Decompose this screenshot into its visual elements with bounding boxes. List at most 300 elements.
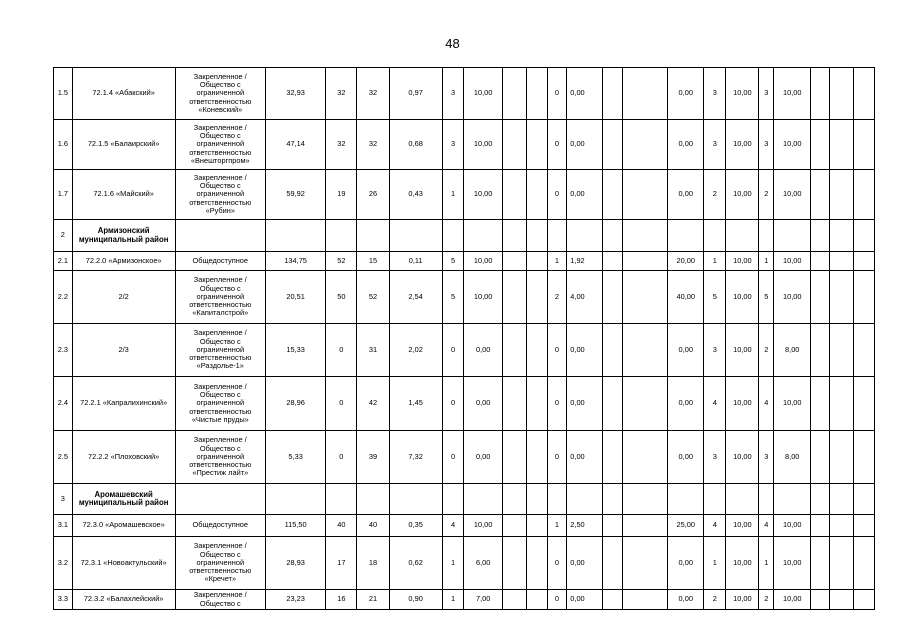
table-cell: 10,00	[464, 515, 502, 537]
table-cell	[811, 252, 830, 271]
table-cell: 4	[704, 515, 726, 537]
table-cell: 72.3.2 «Балахлейский»	[72, 590, 175, 610]
table-cell: 1	[704, 537, 726, 590]
table-cell: 0	[547, 537, 567, 590]
table-cell: 0	[442, 377, 464, 431]
table-cell: 3	[704, 324, 726, 377]
table-cell	[854, 68, 875, 120]
table-cell	[526, 590, 547, 610]
table-cell	[830, 68, 854, 120]
table-cell: 2	[704, 170, 726, 220]
table-cell: 10,00	[774, 515, 811, 537]
table-cell: 2	[759, 324, 774, 377]
section-row	[54, 484, 875, 515]
table-cell: 0	[547, 377, 567, 431]
table-row	[54, 252, 875, 271]
table-cell: 2/2	[72, 271, 175, 324]
table-cell: 0,00	[668, 590, 704, 610]
table-cell: 10,00	[464, 170, 502, 220]
table-cell: 4	[759, 515, 774, 537]
table-row	[54, 120, 875, 170]
table-cell: 0	[547, 120, 567, 170]
table-cell: 19	[326, 170, 357, 220]
table-cell: 4,00	[567, 271, 602, 324]
table-cell: 72.2.0 «Армизонское»	[72, 252, 175, 271]
table-cell	[502, 590, 526, 610]
table-cell	[726, 220, 759, 252]
table-cell: 2,02	[389, 324, 442, 377]
table-cell: 1	[442, 590, 464, 610]
table-cell	[854, 170, 875, 220]
table-cell	[502, 170, 526, 220]
table-cell: 3.3	[54, 590, 73, 610]
table-cell: 17	[326, 537, 357, 590]
table-cell: 1.5	[54, 68, 73, 120]
table-cell	[811, 484, 830, 515]
table-cell: 72.2.1 «Капралихинский»	[72, 377, 175, 431]
table-cell: 3	[442, 68, 464, 120]
table-cell: 0,62	[389, 537, 442, 590]
table-cell: 5	[442, 252, 464, 271]
table-cell: 32	[357, 120, 389, 170]
table-cell: 40,00	[668, 271, 704, 324]
table-cell	[623, 271, 668, 324]
page-number: 48	[445, 36, 460, 51]
table-cell: 5	[704, 271, 726, 324]
table-cell	[567, 484, 602, 515]
table-cell: 0,11	[389, 252, 442, 271]
table-cell: 1,92	[567, 252, 602, 271]
table-cell	[602, 537, 623, 590]
table-cell: 0	[442, 324, 464, 377]
table-cell	[502, 537, 526, 590]
table-cell	[602, 68, 623, 120]
table-cell	[526, 120, 547, 170]
table-row	[54, 170, 875, 220]
table-cell: 1	[547, 515, 567, 537]
table-cell	[175, 484, 265, 515]
table-cell	[602, 252, 623, 271]
table-cell: 0,00	[668, 324, 704, 377]
table-cell	[623, 120, 668, 170]
table-cell	[567, 220, 602, 252]
table-cell: 0	[547, 324, 567, 377]
table-cell: 0,43	[389, 170, 442, 220]
table-cell: 10,00	[774, 170, 811, 220]
table-cell: 8,00	[774, 324, 811, 377]
table-cell: 40	[326, 515, 357, 537]
table-cell	[759, 220, 774, 252]
table-cell: 2	[759, 170, 774, 220]
table-cell: 3	[704, 120, 726, 170]
table-cell	[811, 537, 830, 590]
table-cell: 0,00	[464, 377, 502, 431]
table-cell: 2	[759, 590, 774, 610]
table-cell	[602, 324, 623, 377]
table-cell: 0,00	[668, 170, 704, 220]
table-cell	[442, 220, 464, 252]
table-cell	[811, 431, 830, 484]
table-cell: 0,90	[389, 590, 442, 610]
table-cell: 0	[326, 324, 357, 377]
table-cell	[830, 431, 854, 484]
table-cell: 21	[357, 590, 389, 610]
table-cell: 72.1.4 «Абакский»	[72, 68, 175, 120]
table-cell: 42	[357, 377, 389, 431]
table-cell	[602, 220, 623, 252]
data-table	[53, 67, 875, 610]
table-cell	[526, 377, 547, 431]
table-cell	[811, 515, 830, 537]
table-cell	[830, 377, 854, 431]
table-cell: 5	[442, 271, 464, 324]
table-cell: 10,00	[774, 68, 811, 120]
table-cell	[526, 68, 547, 120]
table-cell: 1	[704, 252, 726, 271]
table-cell: 3	[759, 120, 774, 170]
table-cell: 10,00	[726, 252, 759, 271]
table-cell	[811, 271, 830, 324]
table-cell: 2.3	[54, 324, 73, 377]
table-cell: 3.1	[54, 515, 73, 537]
table-cell: 72.3.1 «Новоактульский»	[72, 537, 175, 590]
table-cell: 10,00	[774, 120, 811, 170]
table-cell	[526, 537, 547, 590]
table-cell	[623, 431, 668, 484]
table-cell	[526, 170, 547, 220]
table-cell: Закрепленное / Общество с ограниченной ответственностью «Коневский»	[175, 68, 265, 120]
table-cell: Закрепленное / Общество с ограниченной ответственностью «Капиталстрой»	[175, 271, 265, 324]
table-cell: 2	[704, 590, 726, 610]
table-cell: 15,33	[265, 324, 325, 377]
table-cell: 3.2	[54, 537, 73, 590]
table-cell	[830, 590, 854, 610]
table-cell: 28,93	[265, 537, 325, 590]
table-cell: 10,00	[464, 271, 502, 324]
table-cell	[830, 515, 854, 537]
table-cell: 8,00	[774, 431, 811, 484]
table-cell: 1	[547, 252, 567, 271]
table-cell	[854, 220, 875, 252]
table-cell	[854, 324, 875, 377]
table-cell: 0,97	[389, 68, 442, 120]
table-cell: 10,00	[726, 377, 759, 431]
table-cell: 0,00	[668, 120, 704, 170]
table-cell	[623, 252, 668, 271]
table-cell	[502, 271, 526, 324]
table-cell: Закрепленное / Общество с ограниченной ответственностью «Престиж лайт»	[175, 431, 265, 484]
table-cell	[602, 377, 623, 431]
table-cell	[854, 537, 875, 590]
table-cell: 0	[547, 68, 567, 120]
table-cell: 3	[704, 431, 726, 484]
table-cell	[726, 484, 759, 515]
table-cell	[502, 120, 526, 170]
table-cell: Закрепленное / Общество с ограниченной ответственностью «Рубин»	[175, 170, 265, 220]
table-row	[54, 537, 875, 590]
table-cell: Общедоступное	[175, 515, 265, 537]
table-cell: 1	[759, 537, 774, 590]
table-cell	[854, 120, 875, 170]
table-cell: 0,00	[668, 431, 704, 484]
table-cell: 0,00	[464, 324, 502, 377]
table-cell: 2.2	[54, 271, 73, 324]
table-cell	[602, 170, 623, 220]
table-cell: 15	[357, 252, 389, 271]
table-cell: 3	[54, 484, 73, 515]
table-cell: 0,00	[567, 68, 602, 120]
table-cell	[623, 515, 668, 537]
table-cell	[602, 431, 623, 484]
table-cell: 5,33	[265, 431, 325, 484]
table-cell	[502, 68, 526, 120]
table-cell: 3	[704, 68, 726, 120]
table-cell	[389, 484, 442, 515]
table-cell	[602, 590, 623, 610]
table-cell	[811, 170, 830, 220]
table-cell	[623, 324, 668, 377]
table-cell: 1.6	[54, 120, 73, 170]
table-cell	[830, 484, 854, 515]
table-cell	[326, 484, 357, 515]
table-cell: 0,00	[464, 431, 502, 484]
table-cell	[602, 120, 623, 170]
table-cell: 10,00	[726, 324, 759, 377]
table-cell: 0,00	[567, 431, 602, 484]
table-cell: 3	[759, 431, 774, 484]
table-cell: 0,35	[389, 515, 442, 537]
table-cell	[811, 120, 830, 170]
table-cell: 10,00	[774, 590, 811, 610]
table-cell	[830, 120, 854, 170]
table-cell: 59,92	[265, 170, 325, 220]
table-cell: 0,00	[567, 324, 602, 377]
table-cell: 20,51	[265, 271, 325, 324]
table-cell: 10,00	[464, 68, 502, 120]
table-cell: Закрепленное / Общество с ограниченной ответственностью «Чистые пруды»	[175, 377, 265, 431]
table-cell	[759, 484, 774, 515]
table-row	[54, 515, 875, 537]
table-cell: 26	[357, 170, 389, 220]
table-cell	[854, 431, 875, 484]
table-cell: 0,00	[668, 68, 704, 120]
table-cell: 0,00	[567, 170, 602, 220]
table-cell	[811, 68, 830, 120]
table-cell: Закрепленное / Общество с ограниченной ответственностью «Раздолье-1»	[175, 324, 265, 377]
table-cell: 72.3.0 «Аромашевское»	[72, 515, 175, 537]
table-cell	[547, 484, 567, 515]
table-cell	[668, 220, 704, 252]
table-cell	[774, 220, 811, 252]
table-cell: 0,00	[567, 120, 602, 170]
table-cell: 25,00	[668, 515, 704, 537]
table-cell: 72.1.6 «Майский»	[72, 170, 175, 220]
table-cell	[811, 324, 830, 377]
table-cell	[704, 220, 726, 252]
table-row	[54, 590, 875, 610]
table-cell	[265, 484, 325, 515]
table-cell: 2.1	[54, 252, 73, 271]
table-cell	[623, 377, 668, 431]
table-cell	[602, 271, 623, 324]
table-cell: 0,00	[567, 377, 602, 431]
table-cell: Армизонский муниципальный район	[72, 220, 175, 252]
table-row	[54, 431, 875, 484]
table-cell	[854, 515, 875, 537]
table-cell	[623, 170, 668, 220]
table-cell	[704, 484, 726, 515]
table-cell: 2.4	[54, 377, 73, 431]
table-cell	[502, 484, 526, 515]
table-cell: 115,50	[265, 515, 325, 537]
table-cell: 4	[704, 377, 726, 431]
table-cell: 16	[326, 590, 357, 610]
table-cell	[502, 377, 526, 431]
table-cell	[854, 252, 875, 271]
table-cell: 18	[357, 537, 389, 590]
table-cell: 0	[442, 431, 464, 484]
table-cell	[830, 252, 854, 271]
table-cell: 0,00	[567, 537, 602, 590]
table-cell	[526, 220, 547, 252]
table-cell	[357, 220, 389, 252]
table-cell: 0,68	[389, 120, 442, 170]
table-cell	[502, 220, 526, 252]
table-cell	[502, 515, 526, 537]
table-row	[54, 324, 875, 377]
table-cell: 1.7	[54, 170, 73, 220]
table-cell: 0	[326, 431, 357, 484]
table-cell	[526, 271, 547, 324]
table-cell: 72.1.5 «Балаирский»	[72, 120, 175, 170]
table-cell: 134,75	[265, 252, 325, 271]
table-row	[54, 377, 875, 431]
table-cell: 10,00	[726, 431, 759, 484]
table-cell	[830, 271, 854, 324]
table-cell: 32	[326, 120, 357, 170]
table-cell: Закрепленное / Общество с ограниченной ответственностью «Кречет»	[175, 537, 265, 590]
table-cell: 32	[326, 68, 357, 120]
table-cell: 0,00	[668, 377, 704, 431]
table-cell	[623, 537, 668, 590]
table-cell	[830, 537, 854, 590]
table-cell: 10,00	[726, 68, 759, 120]
table-cell	[854, 590, 875, 610]
table-cell: 10,00	[774, 537, 811, 590]
table-cell: 10,00	[726, 271, 759, 324]
table-cell	[326, 220, 357, 252]
table-cell	[623, 68, 668, 120]
table-cell: 1	[759, 252, 774, 271]
table-cell: 32,93	[265, 68, 325, 120]
table-cell: 2,50	[567, 515, 602, 537]
table-cell: 2.5	[54, 431, 73, 484]
table-cell: 10,00	[774, 377, 811, 431]
table-cell: 0,00	[668, 537, 704, 590]
table-cell: Закрепленное / Общество с	[175, 590, 265, 610]
table-cell: 0	[547, 170, 567, 220]
table-cell	[830, 220, 854, 252]
table-cell: 10,00	[774, 271, 811, 324]
table-cell	[502, 252, 526, 271]
table-cell	[526, 252, 547, 271]
table-cell: 10,00	[464, 120, 502, 170]
section-row	[54, 220, 875, 252]
table-cell: 3	[442, 120, 464, 170]
table-cell: 2	[54, 220, 73, 252]
table-cell: Закрепленное / Общество с ограниченной ответственностью «Внешторгпром»	[175, 120, 265, 170]
table-cell: 5	[759, 271, 774, 324]
table-cell: 10,00	[726, 515, 759, 537]
table-cell: 0	[326, 377, 357, 431]
table-cell: 39	[357, 431, 389, 484]
table-cell	[854, 484, 875, 515]
table-cell: 20,00	[668, 252, 704, 271]
table-cell	[811, 377, 830, 431]
table-cell: 72.2.2 «Плоховский»	[72, 431, 175, 484]
table-cell: 52	[357, 271, 389, 324]
table-cell: 7,32	[389, 431, 442, 484]
table-cell	[526, 484, 547, 515]
table-cell	[464, 484, 502, 515]
table-cell	[265, 220, 325, 252]
table-cell: 6,00	[464, 537, 502, 590]
table-cell: 10,00	[464, 252, 502, 271]
table-cell	[623, 484, 668, 515]
table-cell: 31	[357, 324, 389, 377]
table-cell: 2,54	[389, 271, 442, 324]
table-cell: 32	[357, 68, 389, 120]
table-cell: 4	[442, 515, 464, 537]
table-cell: 2	[547, 271, 567, 324]
table-cell	[602, 515, 623, 537]
table-cell	[526, 324, 547, 377]
table-cell	[830, 324, 854, 377]
table-cell: 3	[759, 68, 774, 120]
table-cell: 10,00	[774, 252, 811, 271]
table-row	[54, 271, 875, 324]
table-cell: 10,00	[726, 120, 759, 170]
table-cell	[854, 377, 875, 431]
table-cell: 2/3	[72, 324, 175, 377]
table-cell	[623, 590, 668, 610]
table-cell	[502, 431, 526, 484]
table-cell: Аромашевский муниципальный район	[72, 484, 175, 515]
table-row	[54, 68, 875, 120]
table-cell: 28,96	[265, 377, 325, 431]
table-cell: 10,00	[726, 537, 759, 590]
table-cell: 1	[442, 170, 464, 220]
table-cell	[526, 515, 547, 537]
table-cell: 0	[547, 431, 567, 484]
table-cell	[526, 431, 547, 484]
table-cell: 0	[547, 590, 567, 610]
table-cell: 1	[442, 537, 464, 590]
table-cell: 52	[326, 252, 357, 271]
table-cell	[668, 484, 704, 515]
table-cell: 40	[357, 515, 389, 537]
table-cell: Общедоступное	[175, 252, 265, 271]
table-cell	[774, 484, 811, 515]
table-cell: 0,00	[567, 590, 602, 610]
table-cell: 10,00	[726, 170, 759, 220]
table-cell: 50	[326, 271, 357, 324]
table-cell: 23,23	[265, 590, 325, 610]
table-cell	[811, 220, 830, 252]
table-cell	[811, 590, 830, 610]
table-cell	[547, 220, 567, 252]
table-cell	[175, 220, 265, 252]
